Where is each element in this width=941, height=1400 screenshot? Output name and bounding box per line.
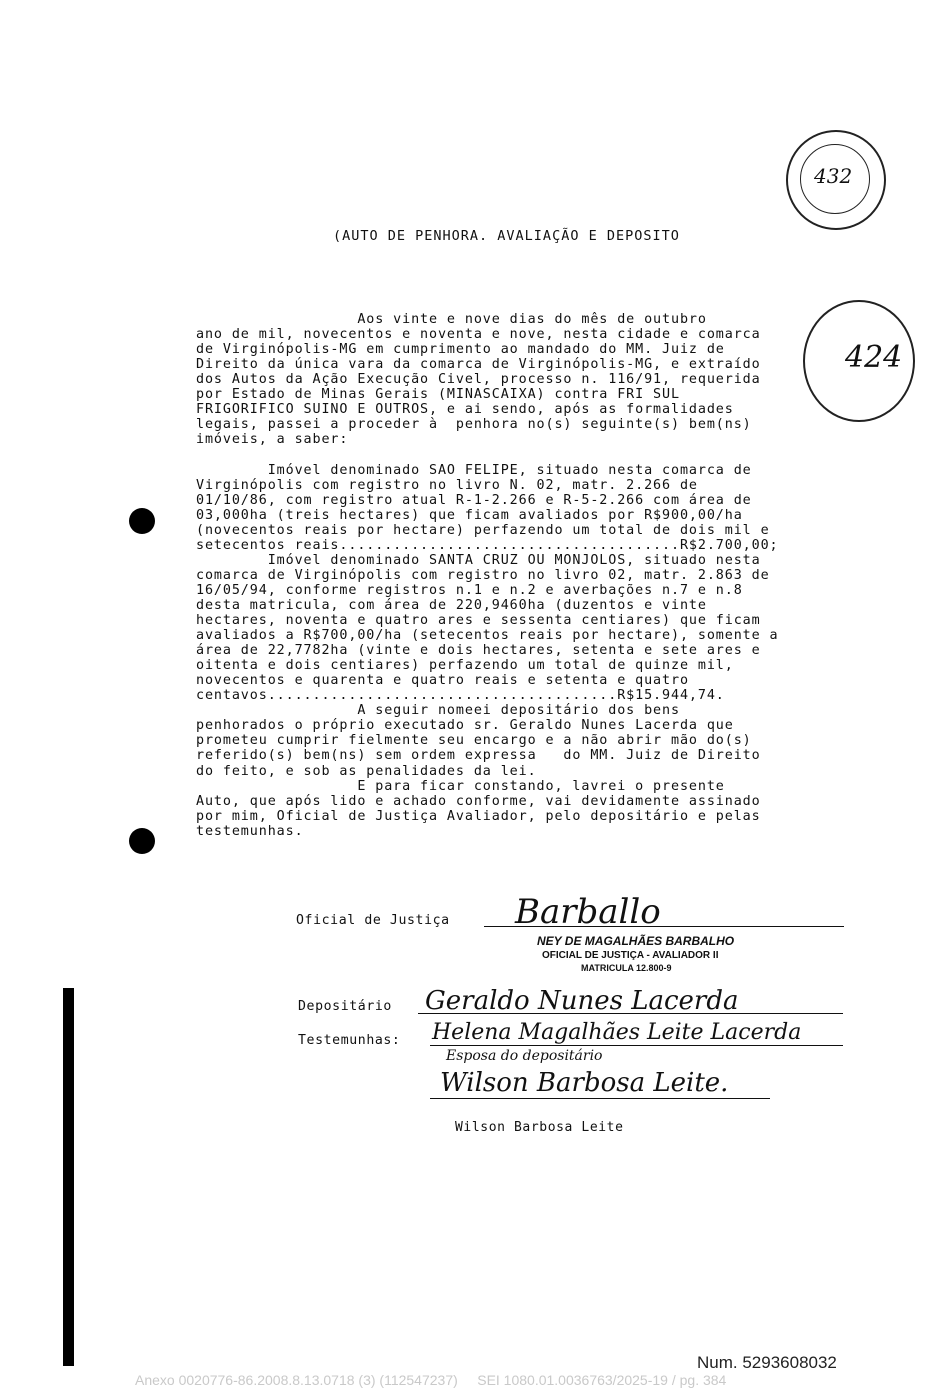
body-line: Aos vinte e nove dias do mês de outubro bbox=[196, 312, 707, 327]
body-line: A seguir nomeei depositário dos bens bbox=[196, 703, 680, 719]
oficial-role: OFICIAL DE JUSTIÇA - AVALIADOR II bbox=[542, 950, 719, 961]
secretaria-stamp bbox=[786, 130, 886, 230]
body-line: penhorados o próprio executado sr. Geraldo Nunes Lacerda que bbox=[196, 718, 734, 734]
body-line: Virginópolis com registro no livro N. 02, matr. 2.266 de bbox=[196, 477, 698, 493]
scan-edge-bar bbox=[63, 988, 74, 1366]
depositario-label: Depositário bbox=[298, 999, 392, 1014]
testemunha1-signature-line bbox=[430, 1045, 843, 1046]
body-line: (novecentos reais por hectare) perfazendo um total de dois mil e bbox=[196, 522, 770, 538]
oficial-matricula: MATRICULA 12.800-9 bbox=[581, 963, 672, 973]
body-line: prometeu cumprir fielmente seu encargo e a não abrir mão do(s) bbox=[196, 733, 752, 749]
body-line: referido(s) bem(ns) sem ordem expressa do MM. Juiz de Direito bbox=[196, 748, 761, 764]
body-line: novecentos e quarenta e quatro reais e setenta e quatro bbox=[196, 673, 689, 689]
body-line: hectares, noventa e quatro ares e sessenta centiares) que ficam bbox=[196, 613, 761, 628]
body-line: 03,000ha (treis hectares) que ficam avaliados por R$900,00/ha bbox=[196, 507, 743, 523]
body-line: legais, passei a proceder à penhora no(s) seguinte(s) bem(ns) bbox=[196, 417, 752, 433]
punch-hole-mark-upper bbox=[129, 508, 155, 534]
footer-metadata: Anexo 0020776-86.2008.8.13.0718 (3) (112547237) SEI 1080.01.0036763/2025-19 / pg. 384 bbox=[135, 1372, 727, 1388]
oficial-signature: Barballo bbox=[515, 892, 661, 932]
body-line: comarca de Virginópolis com registro no livro 02, matr. 2.863 de bbox=[196, 567, 770, 583]
body-line: desta matricula, com área de 220,9460ha (duzentos e vinte bbox=[196, 597, 707, 613]
body-line: E para ficar constando, lavrei o presente bbox=[196, 778, 725, 794]
oficial-label: Oficial de Justiça bbox=[296, 913, 450, 928]
body-line: 01/10/86, com registro atual R-1-2.266 e R-5-2.266 com área de bbox=[196, 492, 752, 508]
tribunal-stamp bbox=[803, 300, 915, 422]
body-line: oitenta e dois centiares) perfazendo um total de quinze mil, bbox=[196, 658, 734, 674]
tribunal-stamp-number: 424 bbox=[845, 340, 903, 375]
body-line: centavos.......................................R$15.944,74. bbox=[196, 688, 725, 704]
oficial-name: NEY DE MAGALHÃES BARBALHO bbox=[537, 934, 735, 948]
body-line: área de 22,7782ha (vinte e dois hectares, setenta e sete ares e bbox=[196, 643, 761, 659]
body-line: por Estado de Minas Gerais (MINASCAIXA) contra FRI SUL bbox=[196, 387, 680, 403]
secretaria-stamp-number: 432 bbox=[814, 164, 853, 188]
testemunhas-label: Testemunhas: bbox=[298, 1033, 401, 1048]
body-line: FRIGORIFICO SUINO E OUTROS, e ai sendo, após as formalidades bbox=[196, 402, 734, 418]
testemunha2-signature: Wilson Barbosa Leite. bbox=[440, 1068, 729, 1098]
body-line: avaliados a R$700,00/ha (setecentos reais por hectare), somente a bbox=[196, 628, 779, 644]
testemunha2-name: Wilson Barbosa Leite bbox=[455, 1120, 624, 1135]
body-line: setecentos reais......................................R$2.700,00; bbox=[196, 537, 779, 553]
body-line: imóveis, a saber: bbox=[196, 432, 349, 448]
body-line: ano de mil, novecentos e noventa e nove, nesta cidade e comarca bbox=[196, 327, 761, 343]
depositario-signature: Geraldo Nunes Lacerda bbox=[425, 986, 739, 1016]
body-line: testemunhas. bbox=[196, 823, 304, 839]
body-line: de Virginópolis-MG em cumprimento ao mandado do MM. Juiz de bbox=[196, 342, 725, 358]
document-number: Num. 5293608032 bbox=[697, 1353, 837, 1372]
body-line: Imóvel denominado SANTA CRUZ OU MONJOLOS, situado nesta bbox=[196, 552, 761, 568]
testemunha2-signature-line bbox=[430, 1098, 770, 1099]
body-line: do feito, e sob as penalidades da lei. bbox=[196, 763, 537, 779]
testemunha1-signature: Helena Magalhães Leite Lacerda bbox=[432, 1020, 802, 1045]
testemunha1-note: Esposa do depositário bbox=[446, 1048, 603, 1064]
body-line: dos Autos da Ação Execução Civel, processo n. 116/91, requerida bbox=[196, 372, 761, 388]
body-line: 16/05/94, conforme registros n.1 e n.2 e averbações n.7 e n.8 bbox=[196, 582, 743, 598]
punch-hole-mark-lower bbox=[129, 828, 155, 854]
document-title: (AUTO DE PENHORA. AVALIAÇÃO E DEPOSITO bbox=[333, 228, 680, 244]
body-line: Direito da única vara da comarca de Virginópolis-MG, e extraído bbox=[196, 357, 761, 373]
body-line: Auto, que após lido e achado conforme, vai devidamente assinado bbox=[196, 793, 761, 809]
body-line: Imóvel denominado SAO FELIPE, situado nesta comarca de bbox=[196, 462, 752, 478]
body-line: por mim, Oficial de Justiça Avaliador, pelo depositário e pelas bbox=[196, 808, 761, 824]
